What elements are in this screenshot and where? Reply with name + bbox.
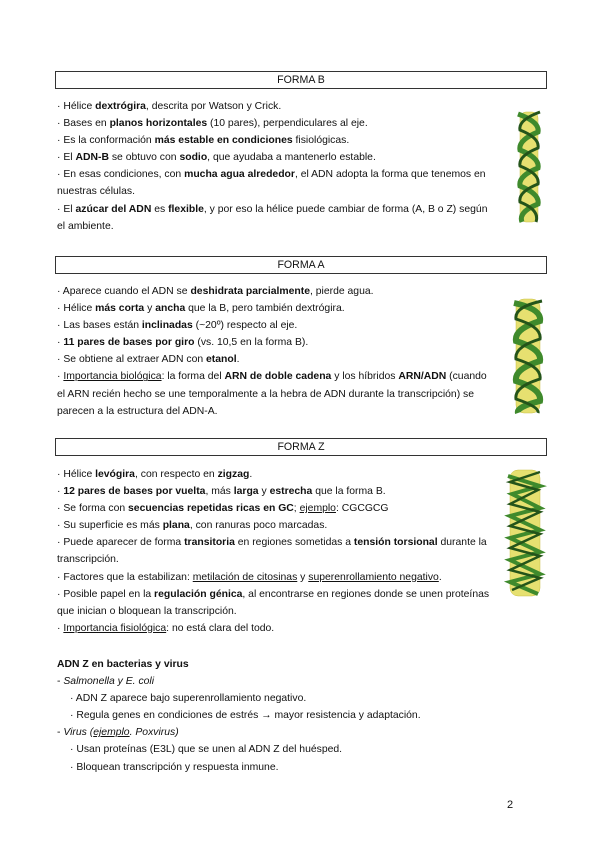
text-span: , y por eso la hélice puede cambiar de forma (A, B o Z) según el ambiente. — [57, 203, 488, 232]
list-line — [57, 741, 497, 758]
list-line — [57, 690, 497, 707]
text-span: secuencias repetidas ricas en GC — [128, 503, 294, 515]
text-span: que la B, pero también dextrógira. — [185, 303, 345, 315]
text-span: ARN/ADN — [398, 371, 447, 383]
text-span: : no está clara del todo. — [166, 622, 275, 634]
list-line — [57, 724, 497, 741]
text-span: más estable en condiciones — [154, 135, 293, 147]
text-span: · Las bases están — [57, 320, 142, 332]
text-span: · El — [57, 152, 76, 164]
text-span: zigzag — [217, 469, 250, 480]
bullet-line — [57, 351, 497, 368]
section-z-title: FORMA Z — [55, 438, 547, 456]
text-span: · — [57, 622, 64, 634]
page-number: 2 — [507, 799, 514, 811]
text-span: , con ranuras poco marcadas. — [189, 520, 328, 532]
text-span: · Posible papel en la — [57, 588, 155, 600]
dna-a-helix-image — [510, 295, 546, 417]
text-span: deshidrata parcialmente — [190, 286, 310, 297]
dna-b-helix-image — [512, 108, 546, 226]
text-span: larga — [233, 486, 259, 498]
text-span: y — [144, 303, 156, 315]
text-span: (cuando el ARN recién hecho se une temporalmente a la hebra de ADN durante la transcripción) se parecen a la estructura del ADN-A. — [57, 371, 487, 417]
text-span: · El — [57, 203, 76, 215]
bullet-line — [57, 517, 497, 534]
bacteria-list — [57, 673, 497, 776]
text-span: fisiológicas. — [292, 135, 350, 147]
text-span: ARN de doble cadena — [224, 371, 332, 383]
text-span: · Regula genes en condiciones de estrés → mayor resistencia y adaptación. — [70, 710, 421, 722]
text-span: (vs. 10,5 en la forma B). — [194, 337, 309, 349]
bullet-line — [57, 334, 497, 351]
text-span: es — [151, 203, 169, 215]
section-z-body — [57, 466, 497, 637]
text-span: plana — [162, 520, 190, 532]
text-span: ADN-B — [75, 152, 109, 164]
text-span: 11 pares de bases por giro — [63, 337, 195, 349]
bullet-line — [57, 620, 497, 637]
text-span: 12 pares de bases por vuelta — [63, 486, 206, 498]
text-span: . Poxvirus) — [129, 727, 179, 739]
bullet-line — [57, 569, 497, 586]
text-span: se obtuvo con — [108, 152, 180, 164]
section-b-title: FORMA B — [55, 71, 547, 89]
text-span: dextrógira — [95, 101, 146, 112]
text-span: Salmonella y E. coli — [63, 676, 155, 688]
text-span: : la forma del — [161, 371, 225, 383]
text-span: ejemplo — [93, 727, 130, 739]
bacteria-section — [57, 656, 497, 776]
text-span: · Usan proteínas (E3L) que se unen al ADN Z del huésped. — [70, 744, 343, 756]
text-span: Importancia fisiológica — [63, 622, 167, 634]
list-line — [57, 673, 497, 690]
dna-z-helix-image — [502, 466, 548, 600]
bullet-line — [57, 115, 497, 132]
text-span: , pierde agua. — [309, 286, 374, 297]
bullet-line — [57, 586, 497, 620]
bullet-line — [57, 466, 497, 483]
text-span: . — [249, 469, 253, 480]
text-span: · — [57, 337, 64, 349]
text-span: : CGCGCG — [335, 503, 389, 515]
text-span: · Aparece cuando el ADN se — [57, 286, 191, 297]
text-span: sodio — [179, 152, 208, 164]
text-span: · Bloquean transcripción y respuesta inmune. — [70, 761, 279, 773]
text-span: mucha agua alrededor — [184, 169, 295, 181]
text-span: , el ADN adopta la forma que tenemos en nuestras células. — [57, 169, 486, 198]
text-span: (10 pares), perpendiculares al eje. — [207, 118, 368, 130]
text-span: y — [258, 486, 270, 498]
text-span: , con respecto en — [134, 469, 218, 480]
text-span: . — [438, 571, 442, 583]
bullet-line — [57, 534, 497, 568]
text-span: · Factores que la estabilizan: — [57, 571, 193, 583]
text-span: · ADN Z aparece bajo superenrollamiento negativo. — [70, 693, 307, 705]
text-span: levógira — [95, 469, 135, 480]
text-span: · Bases en — [57, 118, 110, 130]
bullet-line — [57, 317, 497, 334]
text-span: tensión torsional — [353, 537, 438, 549]
text-span: superenrollamiento negativo — [308, 571, 439, 583]
text-span: regulación génica — [154, 588, 243, 600]
bullet-line — [57, 132, 497, 149]
text-span: · Se obtiene al extraer ADN con — [57, 354, 207, 366]
text-span: · Puede aparecer de forma — [57, 537, 185, 549]
text-span: en regiones sometidas a — [234, 537, 354, 549]
bullet-line — [57, 300, 497, 317]
text-span: · Hélice — [57, 303, 96, 315]
text-span: (~20º) respecto al eje. — [192, 320, 298, 332]
text-span: · En esas condiciones, con — [57, 169, 185, 181]
section-a-body — [57, 283, 497, 420]
text-span: durante la transcripción. — [57, 537, 487, 566]
text-span: , que ayudaba a mantenerlo estable. — [207, 152, 376, 164]
text-span: · — [57, 371, 64, 383]
bullet-line — [57, 483, 497, 500]
text-span: que la forma B. — [312, 486, 386, 498]
text-span: y los híbridos — [331, 371, 399, 383]
text-span: - — [57, 727, 64, 739]
list-line — [57, 759, 497, 776]
bullet-line — [57, 500, 497, 517]
text-span: Importancia biológica — [63, 371, 162, 383]
text-span: estrecha — [269, 486, 313, 498]
text-span: ejemplo — [299, 503, 336, 515]
text-span: ; — [293, 503, 300, 515]
bullet-line — [57, 368, 497, 419]
text-span: , al encontrarse en regiones donde se unen proteínas que inician o bloquean la transcripción. — [57, 588, 490, 617]
list-line — [57, 707, 497, 724]
text-span: metilación de citosinas — [192, 571, 298, 583]
text-span: , más — [205, 486, 234, 498]
text-span: transitoria — [184, 537, 235, 549]
text-span: azúcar del ADN — [75, 203, 152, 215]
text-span: Virus ( — [63, 727, 94, 739]
text-span: inclinadas — [141, 320, 193, 332]
text-span: · Hélice — [57, 101, 96, 112]
text-span: planos horizontales — [109, 118, 208, 130]
bullet-line — [57, 98, 497, 115]
text-span: . — [236, 354, 240, 366]
bacteria-heading: ADN Z en bacterias y virus — [57, 659, 189, 670]
bullet-line — [57, 283, 497, 300]
section-a-title: FORMA A — [55, 256, 547, 274]
text-span: más corta — [95, 303, 145, 315]
bullet-line — [57, 201, 497, 235]
section-b-body — [57, 98, 497, 235]
text-span: etanol — [206, 354, 237, 366]
bullet-line — [57, 166, 497, 200]
text-span: · Hélice — [57, 469, 96, 480]
text-span: flexible — [168, 203, 204, 215]
text-span: · Su superficie es más — [57, 520, 163, 532]
text-span: · Es la conformación — [57, 135, 155, 147]
text-span: · — [57, 486, 64, 498]
text-span: - — [57, 676, 64, 688]
text-span: , descrita por Watson y Crick. — [145, 101, 282, 112]
text-span: ancha — [155, 303, 186, 315]
bullet-line — [57, 149, 497, 166]
text-span: y — [297, 571, 309, 583]
text-span: · Se forma con — [57, 503, 129, 515]
